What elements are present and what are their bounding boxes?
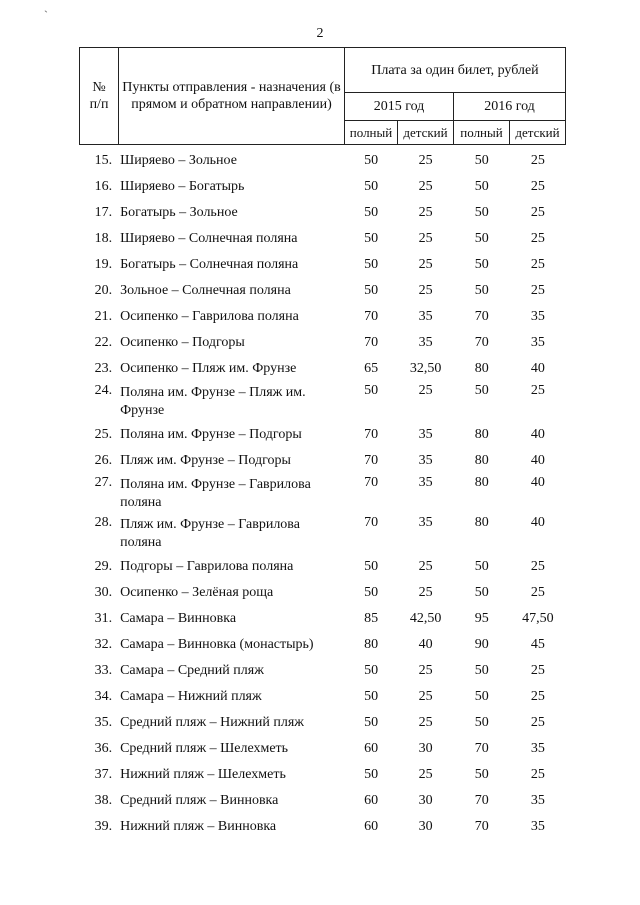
fare-full-2016: 70 [474,309,489,324]
row-route: Богатырь – Зольное [120,205,238,220]
fare-full-2015: 60 [364,819,379,834]
fare-child-2015: 25 [418,383,433,398]
row-number: 17. [94,205,113,220]
row-number: 18. [94,231,113,246]
fare-full-2015: 50 [364,257,379,272]
fare-full-2016: 70 [474,819,489,834]
table-row [79,304,566,330]
row-route: Поляна им. Фрунзе – Пляж им. Фрунзе [120,385,306,418]
header-year-2016: 2016 год [454,93,566,121]
fare-full-2015: 70 [364,475,379,490]
fare-full-2016: 80 [474,361,489,376]
fare-child-2015: 25 [418,283,433,298]
table-row [79,554,566,580]
row-number: 39. [94,819,113,834]
fare-full-2016: 50 [474,715,489,730]
row-route: Нижний пляж – Шелехметь [120,767,286,782]
header-full-2016: полный [454,121,510,145]
fare-full-2016: 50 [474,559,489,574]
fare-child-2016: 35 [530,335,545,350]
fare-full-2016: 70 [474,741,489,756]
header-child-2015: детский [398,121,454,145]
fare-full-2015: 50 [364,153,379,168]
row-route: Богатырь – Солнечная поляна [120,257,299,272]
table-row [79,148,566,174]
fare-full-2016: 70 [474,335,489,350]
table-row [79,174,566,200]
table-row [79,736,566,762]
fare-full-2015: 60 [364,741,379,756]
fare-child-2016: 47,50 [522,611,554,626]
table-row [79,658,566,684]
fare-full-2015: 65 [364,361,379,376]
table-row [79,252,566,278]
header-route: Пункты отправления - назначения (в прямом и обратном направлении) [119,48,345,145]
fare-full-2016: 80 [474,475,489,490]
row-route: Нижний пляж – Винновка [120,819,277,834]
fare-full-2015: 85 [364,611,379,626]
fare-child-2016: 25 [530,559,545,574]
table-row [79,514,566,554]
header-number: № п/п [80,48,119,145]
fare-child-2015: 30 [418,793,433,808]
row-route: Осипенко – Зелёная роща [120,585,274,600]
fare-child-2016: 40 [530,361,545,376]
fare-child-2016: 25 [530,205,545,220]
fare-child-2016: 35 [530,819,545,834]
table-row [79,200,566,226]
row-number: 19. [94,257,113,272]
fare-full-2015: 50 [364,767,379,782]
fare-full-2016: 50 [474,179,489,194]
fare-full-2016: 50 [474,585,489,600]
row-number: 36. [94,741,113,756]
row-number: 38. [94,793,113,808]
row-number: 28. [94,515,113,530]
table-row [79,474,566,514]
fare-child-2016: 35 [530,741,545,756]
row-route: Осипенко – Пляж им. Фрунзе [120,361,297,376]
fare-child-2016: 40 [530,453,545,468]
fare-full-2015: 70 [364,335,379,350]
row-number: 27. [94,475,113,490]
fare-full-2016: 80 [474,427,489,442]
fare-child-2016: 25 [530,383,545,398]
fare-full-2016: 50 [474,231,489,246]
row-number: 29. [94,559,113,574]
row-route: Пляж им. Фрунзе – Гаврилова поляна [120,517,300,550]
row-number: 33. [94,663,113,678]
fare-full-2016: 50 [474,663,489,678]
fare-child-2015: 40 [418,637,433,652]
row-number: 34. [94,689,113,704]
row-number: 32. [94,637,113,652]
row-number: 20. [94,283,113,298]
fare-child-2015: 35 [418,335,433,350]
row-route: Средний пляж – Винновка [120,793,279,808]
fare-full-2015: 50 [364,585,379,600]
row-number: 23. [94,361,113,376]
fare-child-2015: 42,50 [409,611,442,626]
table-row [79,632,566,658]
row-number: 16. [94,179,113,194]
fare-child-2016: 40 [530,475,545,490]
row-number: 30. [94,585,113,600]
fare-child-2015: 25 [418,153,433,168]
row-number: 21. [94,309,113,324]
fare-full-2016: 95 [474,611,489,626]
row-number: 31. [94,611,113,626]
fare-full-2015: 50 [364,715,379,730]
row-number: 15. [94,153,113,168]
table-header [79,47,566,145]
fare-child-2015: 25 [418,205,433,220]
fare-child-2015: 25 [418,689,433,704]
fare-child-2016: 25 [530,715,545,730]
table-row [79,330,566,356]
fare-full-2016: 80 [474,515,489,530]
table-row [79,422,566,448]
fare-full-2015: 50 [364,205,379,220]
table-row [79,814,566,840]
fare-full-2015: 50 [364,179,379,194]
fare-full-2016: 50 [474,257,489,272]
header-fee: Плата за один билет, рублей [345,48,566,93]
table-row [79,448,566,474]
fare-full-2015: 70 [364,453,379,468]
fare-child-2015: 25 [418,663,433,678]
row-route: Осипенко – Гаврилова поляна [120,309,299,324]
fare-child-2016: 25 [530,231,545,246]
fare-full-2016: 80 [474,453,489,468]
header-full-2015: полный [345,121,398,145]
fare-full-2015: 80 [364,637,379,652]
fare-full-2016: 50 [474,383,489,398]
table-row [79,788,566,814]
row-route: Подгоры – Гаврилова поляна [120,559,294,574]
row-number: 35. [94,715,113,730]
fare-full-2016: 50 [474,283,489,298]
page-number: 2 [316,26,324,41]
row-route: Пляж им. Фрунзе – Подгоры [120,453,291,468]
fare-full-2015: 70 [364,515,379,530]
row-route: Ширяево – Зольное [120,153,237,168]
fare-child-2015: 25 [418,715,433,730]
row-number: 25. [94,427,113,442]
fare-table [79,148,566,840]
fare-child-2016: 25 [530,767,545,782]
row-number: 24. [94,383,113,398]
table-row [79,382,566,422]
table-row [79,278,566,304]
row-route: Поляна им. Фрунзе – Гаврилова поляна [120,477,311,510]
fare-full-2015: 50 [364,689,379,704]
fare-child-2015: 30 [418,819,433,834]
fare-full-2015: 70 [364,427,379,442]
row-route: Самара – Нижний пляж [120,689,262,704]
fare-full-2016: 50 [474,767,489,782]
fare-child-2016: 25 [530,585,545,600]
fare-child-2016: 25 [530,179,545,194]
fare-full-2016: 90 [474,637,489,652]
row-route: Самара – Средний пляж [120,663,264,678]
row-number: 26. [94,453,113,468]
fare-child-2015: 35 [418,515,433,530]
fare-child-2016: 25 [530,689,545,704]
header-year-2015: 2015 год [345,93,454,121]
row-route: Самара – Винновка [120,611,237,626]
fare-child-2016: 40 [530,515,545,530]
row-number: 37. [94,767,113,782]
fare-full-2015: 50 [364,663,379,678]
fare-child-2016: 25 [530,283,545,298]
fare-child-2015: 25 [418,559,433,574]
fare-full-2015: 50 [364,231,379,246]
row-route: Осипенко – Подгоры [120,335,245,350]
fare-child-2016: 25 [530,153,545,168]
page-mark: ` [44,8,48,22]
table-row [79,606,566,632]
row-route: Поляна им. Фрунзе – Подгоры [120,427,302,442]
fare-child-2015: 25 [418,585,433,600]
fare-child-2015: 35 [418,475,433,490]
table-row [79,684,566,710]
row-route: Средний пляж – Нижний пляж [120,715,304,730]
fare-child-2015: 35 [418,427,433,442]
row-route: Ширяево – Солнечная поляна [120,231,298,246]
fare-full-2015: 50 [364,283,379,298]
fare-child-2016: 25 [530,257,545,272]
row-number: 22. [94,335,113,350]
header-child-2016: детский [510,121,566,145]
fare-child-2015: 30 [418,741,433,756]
row-route: Зольное – Солнечная поляна [120,283,291,298]
fare-child-2015: 25 [418,257,433,272]
table-row [79,226,566,252]
table-row [79,710,566,736]
fare-child-2016: 25 [530,663,545,678]
fare-child-2016: 40 [530,427,545,442]
fare-child-2016: 35 [530,309,545,324]
fare-child-2016: 45 [530,637,545,652]
fare-full-2015: 60 [364,793,379,808]
fare-child-2015: 25 [418,767,433,782]
fare-full-2016: 50 [474,205,489,220]
fare-full-2016: 70 [474,793,489,808]
fare-child-2015: 25 [418,179,433,194]
fare-full-2016: 50 [474,153,489,168]
fare-full-2015: 50 [364,559,379,574]
fare-child-2015: 32,50 [409,361,442,376]
fare-full-2016: 50 [474,689,489,704]
table-row [79,762,566,788]
table-row [79,580,566,606]
row-route: Средний пляж – Шелехметь [120,741,289,756]
fare-child-2015: 25 [418,231,433,246]
row-route: Ширяево – Богатырь [120,179,245,194]
fare-child-2015: 35 [418,453,433,468]
table-row [79,356,566,382]
fare-full-2015: 50 [364,383,379,398]
row-route: Самара – Винновка (монастырь) [120,637,314,652]
fare-full-2015: 70 [364,309,379,324]
fare-child-2016: 35 [530,793,545,808]
fare-child-2015: 35 [418,309,433,324]
